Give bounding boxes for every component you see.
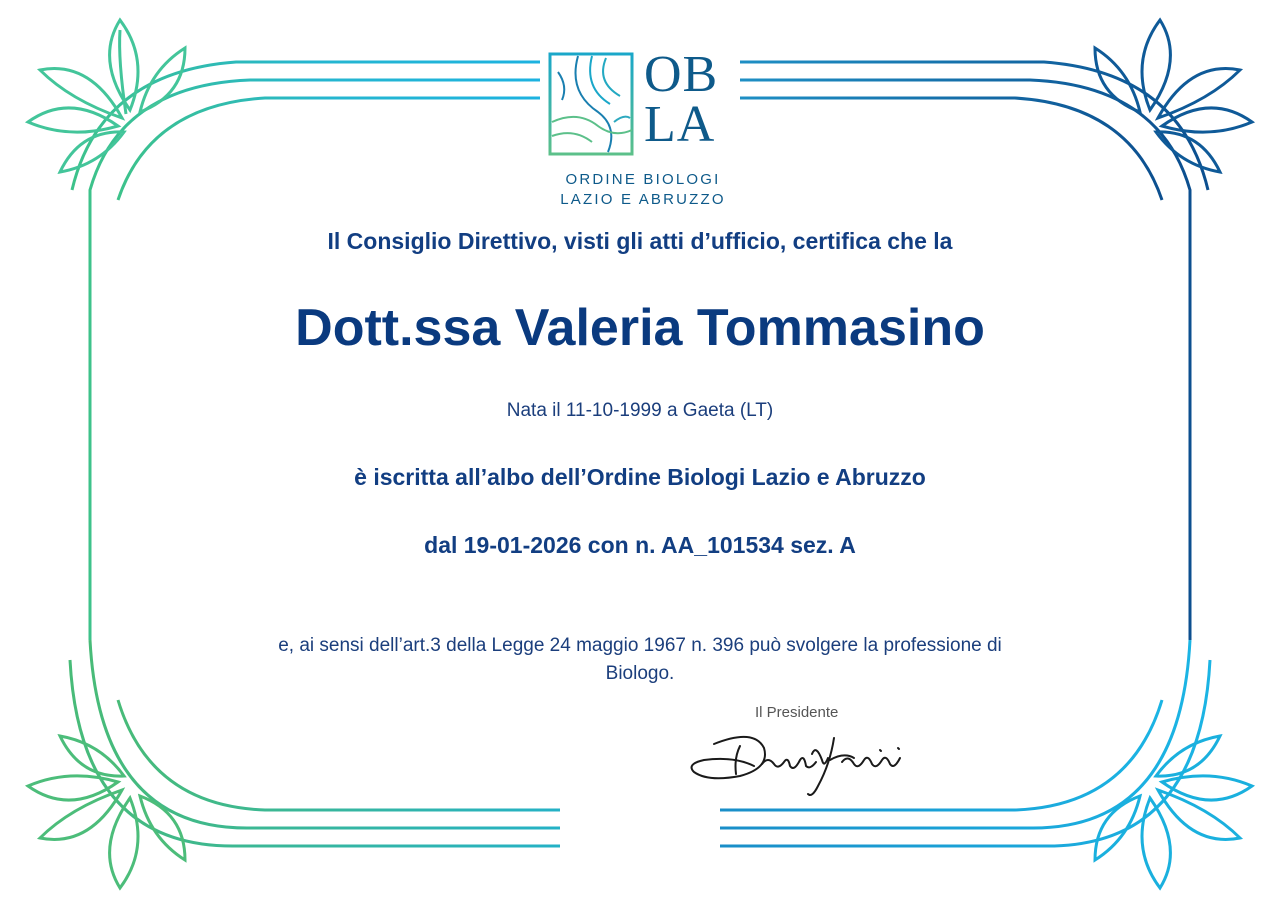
- leaf-cluster-bottom-left-icon: [28, 736, 185, 888]
- logo-letters-top: OB: [644, 46, 719, 103]
- logo-org-line1: ORDINE BIOLOGI: [565, 171, 721, 188]
- logo-letters: [644, 46, 719, 153]
- logo-organization: [548, 170, 738, 210]
- holder-name: Dott.ssa Valeria Tommasino: [295, 299, 985, 357]
- leaf-cluster-top-left-icon: [28, 20, 185, 172]
- birth-info: Nata il 11-10-1999 a Gaeta (LT): [506, 400, 774, 421]
- logo-org-line2: LAZIO E ABRUZZO: [560, 191, 726, 208]
- legal-statement: e, ai sensi dell’art.3 della Legge 24 maggio 1967 n. 396 può svolgere la professione di Biologo.: [278, 635, 1002, 684]
- obla-logo: [548, 46, 738, 212]
- logo-letters-bottom: LA: [644, 96, 716, 153]
- leaf-cluster-bottom-right-icon: [1095, 736, 1252, 888]
- frame-edge-right: [1190, 190, 1210, 720]
- registration-details: dal 19-01-2026 con n. AA_101534 sez. A: [424, 532, 856, 558]
- obla-emblem-icon: [548, 52, 634, 156]
- president-signature: [684, 724, 920, 802]
- frame-edge-left: [70, 190, 90, 720]
- leaf-cluster-top-right-icon: [1095, 20, 1252, 172]
- certificate-intro: Il Consiglio Direttivo, visti gli atti d’ufficio, certifica che la: [327, 228, 953, 254]
- enrollment-statement: è iscritta all’albo dell’Ordine Biologi Lazio e Abruzzo: [354, 464, 926, 490]
- president-label: Il Presidente: [755, 704, 839, 721]
